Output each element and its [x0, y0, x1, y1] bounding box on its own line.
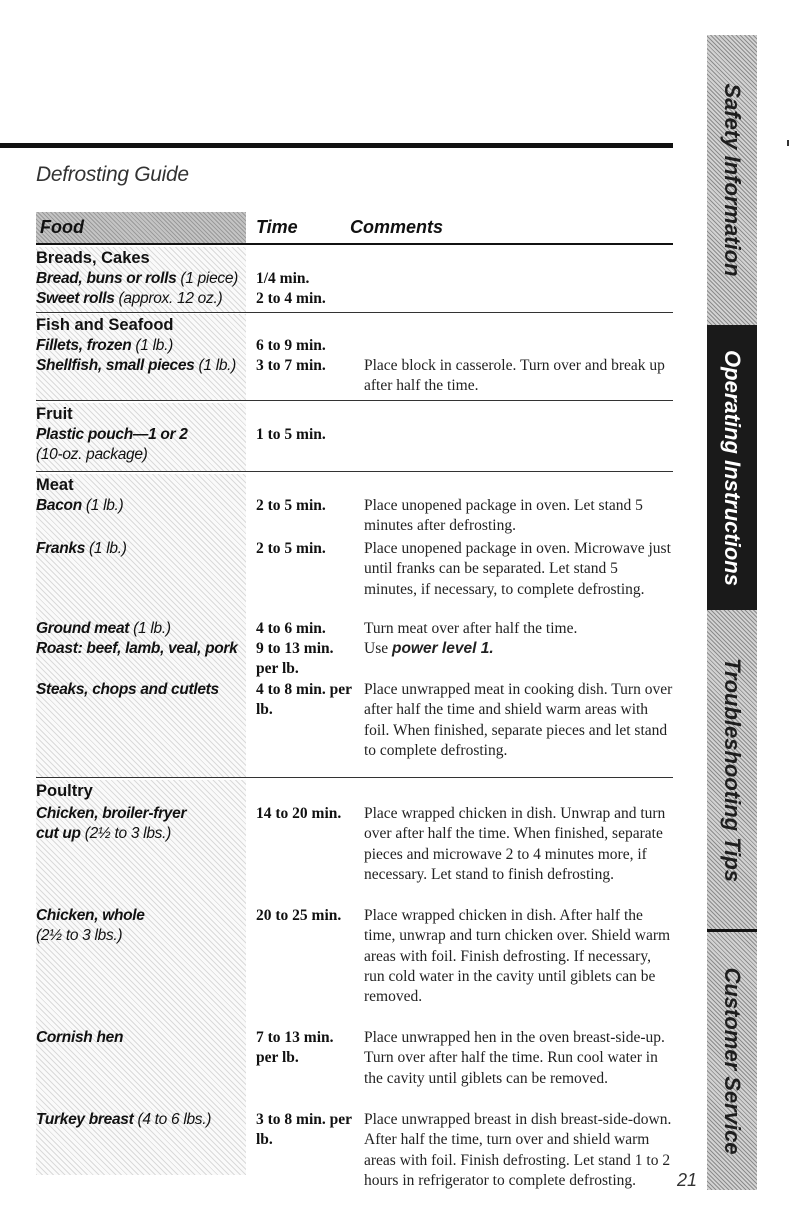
section-fish: [36, 314, 673, 401]
comment-cell: [364, 639, 674, 659]
tab-customer-service[interactable]: [707, 932, 757, 1190]
category-heading: Poultry: [36, 782, 93, 800]
tab-operating-instructions[interactable]: [707, 325, 757, 610]
comment-cell: Place wrapped chicken in dish. After half the time, unwrap and turn chicken over. Shield warm areas with foil. Finish defrosting. If necessary, run cold water in the cavity until giblets can be removed.: [364, 907, 671, 1006]
time-cell: 4 to 6 min.: [256, 620, 326, 637]
food-cell: [36, 269, 251, 289]
category-heading: Fish and Seafood: [36, 316, 174, 334]
food-qty: (10-oz. package): [36, 446, 148, 463]
comment-cell: Place unwrapped meat in cooking dish. Turn over after half the time and shield warm areas with foil. When finished, separate pieces and let stand to complete defrosting.: [364, 681, 673, 759]
food-cell: [36, 289, 251, 309]
comment-cell: Place block in casserole. Turn over and break up after half the time.: [364, 357, 665, 395]
comment-cell: Turn meat over after half the time.: [364, 620, 578, 637]
comment-cell: Place unwrapped hen in the oven breast-side-up. Turn over after half the time. Run cool water in the cavity until giblets can be removed.: [364, 1029, 665, 1087]
section-meat: [36, 474, 673, 778]
power-level-note: power level 1.: [391, 640, 494, 657]
food-qty: (1 lb.): [131, 337, 173, 354]
tab-label: Customer Service: [720, 967, 745, 1155]
food-qty: (2½ to 3 lbs.): [80, 825, 171, 842]
food-qty: (1 lb.): [194, 357, 237, 374]
food-cell: [36, 680, 251, 700]
food-qty: (1 lb.): [129, 620, 171, 637]
food-cell: [36, 496, 251, 516]
food-cell: [36, 356, 251, 376]
header-rule: [36, 243, 673, 245]
food-cell: [36, 619, 251, 639]
food-name: Turkey breast: [36, 1111, 134, 1128]
time-cell: 3 to 8 min. per lb.: [256, 1111, 352, 1148]
category-heading: Breads, Cakes: [36, 249, 150, 267]
tab-label: Operating Instructions: [720, 349, 745, 586]
time-cell: 3 to 7 min.: [256, 357, 326, 374]
time-cell: 2 to 5 min.: [256, 497, 326, 514]
time-column-header: Time: [256, 217, 298, 237]
page-title: Defrosting Guide: [36, 163, 189, 186]
food-name: Shellfish, small pieces: [36, 357, 195, 374]
food-cell: [36, 906, 251, 946]
time-cell: 9 to 13 min. per lb.: [256, 640, 334, 677]
food-cell: [36, 804, 201, 844]
food-cell: [36, 539, 251, 559]
food-name: Bacon: [36, 497, 82, 514]
section-fruit: [36, 403, 673, 472]
tab-safety-information[interactable]: [707, 35, 757, 325]
food-name: Ground meat: [36, 620, 130, 637]
time-cell: 1 to 5 min.: [256, 426, 326, 443]
food-name: Franks: [36, 540, 86, 557]
tab-label: Safety Information: [720, 83, 745, 277]
food-qty: (1 piece): [176, 270, 239, 287]
page-number: 21: [677, 1170, 698, 1190]
food-name: Chicken, whole: [36, 907, 145, 924]
comment-cell: Place wrapped chicken in dish. Unwrap and turn over after half the time. When finished, separate pieces and microwave 2 to 4 minutes more, if necessary. Let stand to finish defrosting.: [364, 805, 666, 883]
section-poultry: [36, 780, 673, 1189]
comment-cell: Place unopened package in oven. Microwave just until franks can be separated. Let stand 5 minutes, if necessary, to complete defrosting.: [364, 540, 671, 598]
food-cell: [36, 425, 251, 465]
food-name: Fillets, frozen: [36, 337, 132, 354]
time-cell: 14 to 20 min.: [256, 805, 342, 822]
food-qty: (1 lb.): [81, 497, 124, 514]
category-heading: Meat: [36, 476, 74, 494]
comment-text: Use: [364, 640, 392, 657]
time-cell: 6 to 9 min.: [256, 337, 326, 354]
food-qty: (approx. 12 oz.): [114, 290, 223, 307]
category-heading: Fruit: [36, 405, 73, 423]
time-cell: 2 to 4 min.: [256, 290, 326, 307]
food-name: Plastic pouch—1 or 2: [36, 426, 188, 443]
top-rule: [0, 143, 673, 148]
food-cell: [36, 1028, 251, 1048]
food-name: Chicken, broiler-fryer cut up: [36, 805, 187, 842]
food-qty: (2½ to 3 lbs.): [36, 927, 123, 944]
food-qty: (1 lb.): [85, 540, 127, 557]
section-breads: [36, 247, 673, 313]
time-cell: 20 to 25 min.: [256, 907, 342, 924]
time-cell: 7 to 13 min. per lb.: [256, 1029, 334, 1066]
food-cell: [36, 336, 251, 356]
comment-cell: Place unwrapped breast in dish breast-side-down. After half the time, turn over and shield warm areas with foil. Finish defrosting. Let stand 1 to 2 hours in refrigerator to complete defrosting.: [364, 1111, 672, 1189]
food-name: Bread, buns or rolls: [36, 270, 177, 287]
tab-label: Troubleshooting Tips: [720, 657, 745, 882]
food-name: Steaks, chops and cutlets: [36, 681, 219, 698]
table-header: [36, 212, 673, 245]
food-name: Sweet rolls: [36, 290, 115, 307]
comments-column-header: Comments: [350, 217, 444, 237]
time-cell: 4 to 8 min. per lb.: [256, 681, 352, 718]
comment-cell: Place unopened package in oven. Let stand 5 minutes after defrosting.: [364, 497, 643, 535]
edge-mark: [787, 140, 789, 146]
food-column-header: Food: [40, 217, 84, 237]
food-cell: [36, 639, 251, 659]
food-qty: (4 to 6 lbs.): [133, 1111, 212, 1128]
food-name: Roast: beef, lamb, veal, pork: [36, 640, 238, 657]
food-name: Cornish hen: [36, 1029, 124, 1046]
food-cell: [36, 1110, 251, 1130]
tab-troubleshooting-tips[interactable]: [707, 610, 757, 929]
time-cell: 2 to 5 min.: [256, 540, 326, 557]
time-cell: 1/4 min.: [256, 270, 310, 287]
